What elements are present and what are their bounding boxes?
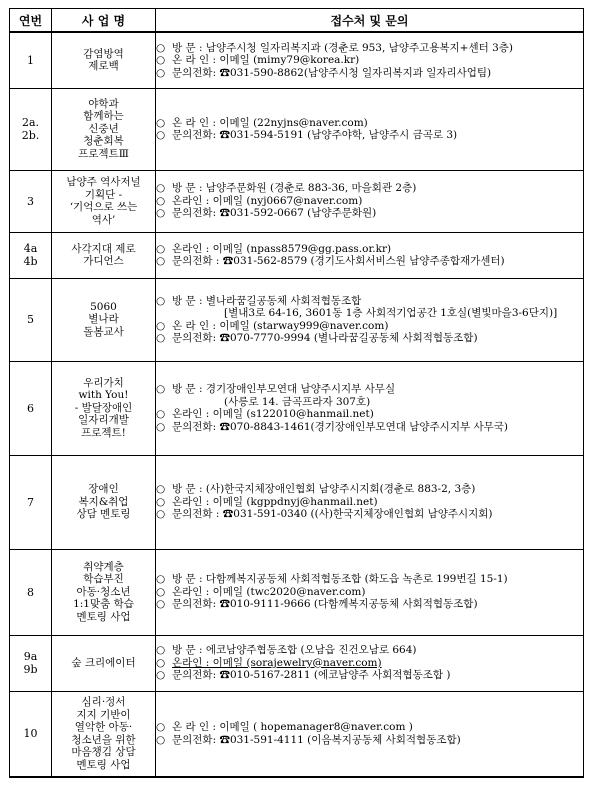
contact-text: 온라인 : 이메일 (twc2020@naver.com) (172, 585, 366, 598)
contact-line (156, 117, 583, 130)
contact-text: 온라인 : 이메일 (s122010@hanmail.net) (172, 408, 374, 420)
bullet-circle-icon: ○ (156, 41, 166, 54)
row-number-line: 2a. (21, 116, 40, 129)
contact-line (156, 129, 583, 142)
contact-line (156, 644, 583, 657)
program-name (52, 691, 156, 777)
bullet-circle-icon: ○ (156, 66, 166, 79)
program-name-line: 상담 멘토링 (76, 508, 131, 521)
table-row (10, 361, 584, 455)
contact-text: 방 문 : (사)한국지체장애인협회 남양주시지회(경춘로 883-2, 3층) (172, 483, 476, 496)
contact-line (156, 307, 583, 320)
row-number-line: 9b (23, 663, 38, 676)
contact-line (156, 182, 583, 195)
program-name-line: 아동·청소년 (76, 585, 131, 598)
contact-line (156, 598, 583, 611)
contact-text: 방 문 : 에코남양주협동조합 (오남읍 진건오남로 664) (172, 644, 417, 657)
table-row (10, 88, 584, 170)
row-number (10, 32, 52, 88)
bullet-circle-icon: ○ (156, 598, 166, 611)
contact-text: 온 라 인 : 이메일 (mimy79@korea.kr) (172, 54, 360, 66)
bullet-circle-icon: ○ (156, 294, 166, 307)
contact-line (156, 408, 583, 421)
row-number (10, 170, 52, 232)
contact-line (156, 508, 583, 521)
program-name-line: 감염방역 (83, 47, 124, 60)
contact-line (156, 383, 583, 396)
program-name-line: 기획단 - (84, 188, 123, 201)
program-name-line: 프로젝트! (81, 426, 126, 439)
table-header-row (10, 9, 584, 33)
program-name-line: with You! (78, 389, 129, 402)
program-name (52, 170, 156, 232)
header-contact: 접수처 및 문의 (156, 9, 584, 33)
program-contact-table (9, 8, 584, 778)
program-name-line: ‘기억으로 쓰는 (69, 201, 138, 213)
bullet-circle-icon: ○ (156, 319, 166, 332)
table-row (10, 278, 584, 361)
contact-text: 온 라 인 : 이메일 ( hopemanager8@naver.com ) (172, 721, 413, 734)
bullet-circle-icon: ○ (156, 495, 166, 508)
contact-text[interactable]: 온라인 : 이메일 (sorajewelry@naver.com) (172, 656, 382, 669)
row-number-line: 7 (27, 495, 34, 509)
program-name-line: 장애인 (88, 483, 119, 496)
bullet-circle-icon: ○ (156, 733, 166, 746)
bullet-circle-icon: ○ (156, 669, 166, 682)
program-name (52, 455, 156, 549)
table-row (10, 549, 584, 635)
row-number (10, 232, 52, 278)
program-name-line: 1:1맞춤 학습 (73, 598, 134, 611)
table-row (10, 232, 584, 278)
contact-line (156, 483, 583, 496)
bullet-circle-icon: ○ (156, 585, 166, 598)
bullet-circle-icon: ○ (156, 420, 166, 433)
contact-text: 문의전화: ☎070-8843-1461(경기장애인부모연대 남양주시지부 사무국) (172, 420, 508, 433)
contact-text: 문의전화: ☎010-5167-2811 (에코남양주 사회적협동조합 ) (172, 669, 451, 682)
row-number (10, 691, 52, 777)
contact-text: 방 문 : 별나라꿈길공동체 사회적협동조합 (172, 294, 362, 307)
program-name-line: 사각지대 제로 (71, 242, 136, 255)
contact-text: 문의전화: ☎031-591-4111 (이음복지공동체 사회적협동조합) (172, 733, 461, 746)
bullet-circle-icon: ○ (156, 129, 166, 141)
contact-info (156, 278, 584, 361)
contact-info (156, 455, 584, 549)
table-body (10, 32, 584, 777)
contact-text: 온라인 : 이메일 (nyj0667@naver.com) (172, 194, 363, 207)
bullet-circle-icon: ○ (156, 332, 166, 344)
contact-text: 온라인 : 이메일 (npass8579@gg.pass.or.kr) (172, 242, 392, 255)
contact-line (156, 721, 583, 734)
bullet-circle-icon: ○ (156, 656, 166, 669)
table-row (10, 455, 584, 549)
contact-info (156, 232, 584, 278)
program-name-line: 야학과 (88, 97, 119, 110)
contact-text: 방 문 : 다함께복지공동체 사회적협동조합 (화도읍 녹촌로 199번길 15-1) (172, 573, 508, 586)
contact-text: 온 라 인 : 이메일 (22nyjns@naver.com) (172, 116, 368, 129)
contact-info (156, 691, 584, 777)
row-number-line: 4a (23, 242, 38, 255)
contact-line (156, 657, 583, 670)
bullet-circle-icon: ○ (156, 383, 166, 395)
bullet-circle-icon: ○ (156, 207, 166, 220)
contact-info (156, 88, 584, 170)
bullet-circle-icon: ○ (156, 242, 166, 255)
bullet-circle-icon: ○ (156, 182, 166, 195)
program-name-line: 심리·정서 (81, 696, 126, 709)
contact-line (156, 255, 583, 268)
contact-text: 문의전화: ☎031-592-0667 (남양주문화원) (172, 207, 377, 220)
bullet-circle-icon: ○ (156, 255, 166, 267)
row-number (10, 278, 52, 361)
contact-text: (사릉로 14. 금곡프라자 307호) (224, 395, 371, 408)
contact-text: 문의전화 : ☎031-562-8579 (경기도사회서비스원 남양주종합재가센터) (172, 255, 505, 267)
row-number (10, 635, 52, 691)
contact-line (156, 421, 583, 434)
contact-text: 방 문 : 남양주문화원 (경춘로 883-36, 마을회관 2층) (172, 182, 417, 195)
program-name-line: 마음챙김 상담 (71, 746, 136, 759)
program-name-line: 함께하는 (83, 110, 124, 123)
contact-text: 문의전화: ☎031-590-8862(남양주시청 일자리복지과 일자리사업팀) (172, 66, 492, 79)
row-number (10, 361, 52, 455)
program-name-line: 숲 크리에이터 (71, 656, 136, 669)
contact-line (156, 54, 583, 67)
row-number-line: 8 (27, 585, 34, 599)
contact-text: 방 문 : 경기장애인부모연대 남양주시지부 사무실 (172, 383, 396, 395)
program-name (52, 635, 156, 691)
contact-text: 문의전화: ☎010-9111-9666 (다함께복지공동체 사회적협동조합) (172, 598, 478, 611)
contact-line (156, 573, 583, 586)
program-name-line: 돌봄교사 (83, 325, 124, 338)
program-name-line: 복지&취업 (78, 495, 129, 508)
program-name-line: 프로젝트Ⅲ (78, 147, 129, 160)
contact-line (156, 195, 583, 208)
bullet-circle-icon: ○ (156, 116, 166, 129)
program-name-line: 제로백 (88, 60, 119, 73)
contact-info (156, 32, 584, 88)
contact-info (156, 549, 584, 635)
contact-info (156, 635, 584, 691)
contact-text: 온라인 : 이메일 (kgppdnyj@hanmail.net) (172, 495, 378, 508)
contact-line (156, 243, 583, 256)
program-name-line: - 발달장애인 (74, 401, 133, 414)
row-number-line: 2b. (21, 129, 40, 142)
contact-text: 문의전화: ☎031-594-5191 (남양주야학, 남양주시 금곡로 3) (172, 129, 458, 141)
header-no: 연번 (10, 9, 52, 33)
program-name-line: 일자리개발 (78, 414, 129, 427)
table-row (10, 635, 584, 691)
contact-line (156, 586, 583, 599)
program-name-line: 열악한 아동· (74, 721, 133, 734)
program-name-line: 학습부진 (83, 573, 124, 586)
program-name (52, 549, 156, 635)
program-name-line: 멘토링 사업 (76, 610, 131, 623)
bullet-circle-icon: ○ (156, 721, 166, 734)
contact-line (156, 295, 583, 308)
bullet-circle-icon: ○ (156, 194, 166, 207)
row-number (10, 455, 52, 549)
row-number-line: 9a (23, 650, 38, 663)
contact-line (156, 320, 583, 333)
bullet-circle-icon: ○ (156, 483, 166, 496)
row-number-line: 6 (27, 401, 34, 415)
row-number-line: 3 (27, 194, 34, 208)
program-name-line: 청춘회복 (83, 135, 124, 148)
program-name (52, 32, 156, 88)
table-row (10, 691, 584, 777)
contact-text: 문의전화: ☎070-7770-9994 (별나라꿈길공동체 사회적협동조합) (172, 332, 478, 344)
program-name-line: 취약계층 (83, 560, 124, 573)
contact-text: 방 문 : 남양주시청 일자리복지과 (경춘로 953, 남양주고용복지+센터 3층) (172, 41, 514, 54)
program-name-line: 역사’ (91, 213, 116, 226)
contact-line (156, 67, 583, 80)
contact-text: [별내3로 64-16, 3601동 1층 사회적기업공간 1호실(별빛마을3-6단지)] (224, 307, 558, 319)
contact-text: 온 라 인 : 이메일 (starway999@naver.com) (172, 319, 389, 332)
table-row (10, 32, 584, 88)
bullet-circle-icon: ○ (156, 54, 166, 66)
program-name-line: 남양주 역사저널 (66, 176, 141, 188)
program-name-line: 5060 (90, 300, 117, 313)
contact-line (156, 496, 583, 509)
program-name-line: 지지 기반이 (76, 708, 131, 721)
bullet-circle-icon: ○ (156, 408, 166, 420)
table-row (10, 170, 584, 232)
contact-text: 문의전화 : ☎031-591-0340 ((사)한국지체장애인협회 남양주시지회) (172, 508, 493, 521)
row-number-line: 4b (23, 255, 38, 268)
contact-line (156, 734, 583, 747)
program-name-line: 청소년을 위한 (71, 733, 136, 746)
program-name-line: 가디언스 (83, 255, 124, 267)
row-number-line: 1 (27, 53, 34, 67)
contact-info (156, 170, 584, 232)
header-program-name: 사 업 명 (52, 9, 156, 33)
contact-line (156, 207, 583, 220)
contact-line (156, 669, 583, 682)
row-number-line: 10 (23, 727, 38, 741)
bullet-circle-icon: ○ (156, 644, 166, 657)
program-name (52, 361, 156, 455)
program-name-line: 별나라 (88, 313, 119, 326)
program-name-line: 멘토링 사업 (76, 758, 131, 771)
row-number (10, 88, 52, 170)
program-name (52, 88, 156, 170)
contact-line (156, 42, 583, 55)
program-name-line: 신중년 (88, 122, 119, 135)
bullet-circle-icon: ○ (156, 573, 166, 586)
contact-line (156, 332, 583, 345)
program-name (52, 278, 156, 361)
contact-info (156, 361, 584, 455)
contact-line (156, 396, 583, 409)
program-name (52, 232, 156, 278)
bullet-circle-icon: ○ (156, 508, 166, 521)
row-number (10, 549, 52, 635)
row-number-line: 5 (27, 313, 34, 326)
program-name-line: 우리가치 (83, 376, 124, 389)
